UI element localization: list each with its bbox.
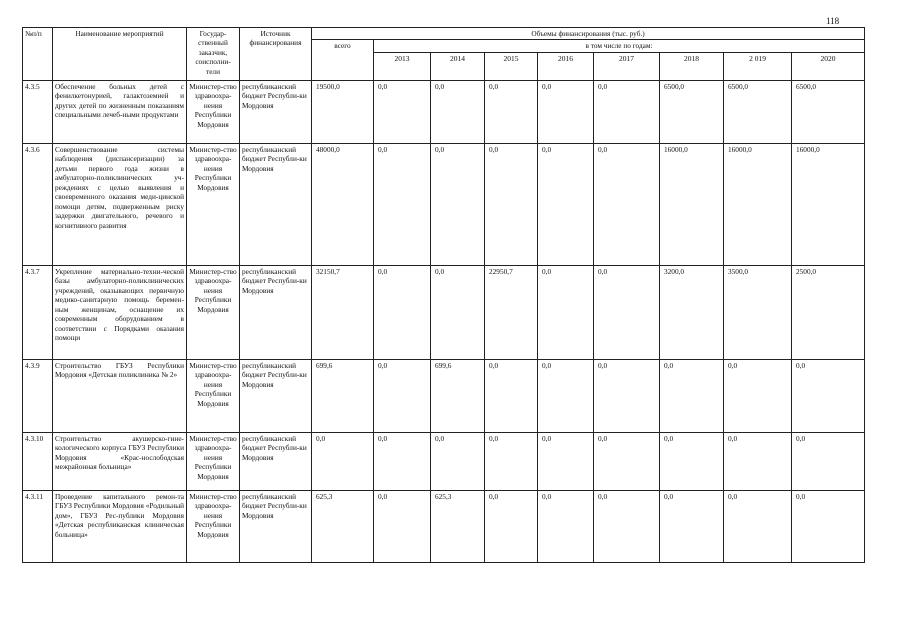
row-year-value: 0,0 bbox=[374, 143, 431, 265]
page-number: 118 bbox=[826, 16, 840, 26]
row-year-value: 699,6 bbox=[431, 359, 485, 432]
row-year-value: 0,0 bbox=[594, 265, 660, 359]
row-year-value: 0,0 bbox=[431, 432, 485, 490]
row-year-value: 0,0 bbox=[594, 143, 660, 265]
row-source: республиканский бюджет Республи-ки Мордовия bbox=[240, 359, 312, 432]
row-name: Укрепление материально-техни-ческой базы амбулаторно-поликлинических учреждений, оказывающих первичную медико-санитарную помощь беремен-ным женщинам, оснащение их современным оборудованием в соответствии с Порядками оказания помощи bbox=[53, 265, 187, 359]
row-total: 32150,7 bbox=[312, 265, 374, 359]
header-source: Источник финансирования bbox=[240, 28, 312, 81]
header-num: №п/п bbox=[23, 28, 53, 81]
row-name: Строительство ГБУЗ Республики Мордовия «Детская поликлиника № 2» bbox=[53, 359, 187, 432]
row-year-value: 22950,7 bbox=[485, 265, 538, 359]
row-year-value: 0,0 bbox=[594, 490, 660, 562]
table-row bbox=[23, 432, 865, 490]
row-year-value: 0,0 bbox=[660, 359, 724, 432]
header-year: 2020 bbox=[792, 52, 865, 80]
row-year-value: 0,0 bbox=[374, 359, 431, 432]
row-customer: Министер-ство здравоохра-нения Республики Мордовия bbox=[187, 265, 240, 359]
row-year-value: 0,0 bbox=[538, 80, 594, 143]
header-year: 2017 bbox=[594, 52, 660, 80]
row-year-value: 16000,0 bbox=[792, 143, 865, 265]
row-year-value: 3200,0 bbox=[660, 265, 724, 359]
row-year-value: 0,0 bbox=[485, 490, 538, 562]
row-year-value: 0,0 bbox=[724, 432, 792, 490]
row-year-value: 0,0 bbox=[374, 80, 431, 143]
row-total: 19500,0 bbox=[312, 80, 374, 143]
row-year-value: 0,0 bbox=[485, 359, 538, 432]
row-year-value: 0,0 bbox=[431, 143, 485, 265]
table-row bbox=[23, 143, 865, 265]
row-source: республиканский бюджет Республи-ки Мордовия bbox=[240, 80, 312, 143]
row-source: республиканский бюджет Республи-ки Мордовия bbox=[240, 143, 312, 265]
row-year-value: 0,0 bbox=[485, 432, 538, 490]
table-row bbox=[23, 490, 865, 562]
row-year-value: 0,0 bbox=[431, 265, 485, 359]
row-total: 48000,0 bbox=[312, 143, 374, 265]
row-num: 4.3.5 bbox=[23, 80, 53, 143]
row-year-value: 6500,0 bbox=[660, 80, 724, 143]
row-year-value: 0,0 bbox=[724, 359, 792, 432]
row-year-value: 0,0 bbox=[374, 490, 431, 562]
header-name: Наименование мероприятий bbox=[53, 28, 187, 81]
row-num: 4.3.7 bbox=[23, 265, 53, 359]
row-year-value: 6500,0 bbox=[792, 80, 865, 143]
row-year-value: 0,0 bbox=[538, 490, 594, 562]
row-name: Совершенствование системы наблюдения (диспансеризации) за детьми первого года жизни в амбулаторно-поликлинических уч-реждениях с целью выявления и своевременного оказания меди-цинской помощи детям, подверженным риску задержки двигательного, речевого и когнитивного развития bbox=[53, 143, 187, 265]
row-year-value: 0,0 bbox=[538, 432, 594, 490]
row-year-value: 0,0 bbox=[792, 432, 865, 490]
row-year-value: 0,0 bbox=[792, 490, 865, 562]
header-year: 2015 bbox=[485, 52, 538, 80]
row-year-value: 0,0 bbox=[374, 432, 431, 490]
header-volumes: Объемы финансирования (тыс. руб.) bbox=[312, 28, 865, 40]
row-year-value: 0,0 bbox=[594, 432, 660, 490]
row-year-value: 16000,0 bbox=[660, 143, 724, 265]
table-row bbox=[23, 80, 865, 143]
row-customer: Министер-ство здравоохра-нения Республики Мордовия bbox=[187, 80, 240, 143]
row-name: Проведение капитального ремон-та ГБУЗ Республики Мордовия «Родильный дом», ГБУЗ Рес-публики Мордовия «Детская республиканская клиническая больница» bbox=[53, 490, 187, 562]
row-year-value: 0,0 bbox=[724, 490, 792, 562]
row-year-value: 0,0 bbox=[660, 432, 724, 490]
table-row bbox=[23, 359, 865, 432]
row-year-value: 0,0 bbox=[485, 143, 538, 265]
row-total: 0,0 bbox=[312, 432, 374, 490]
row-source: республиканский бюджет Республи-ки Мордовия bbox=[240, 490, 312, 562]
row-year-value: 0,0 bbox=[594, 80, 660, 143]
row-source: республиканский бюджет Республи-ки Мордовия bbox=[240, 432, 312, 490]
row-num: 4.3.10 bbox=[23, 432, 53, 490]
row-year-value: 0,0 bbox=[431, 80, 485, 143]
header-total: всего bbox=[312, 40, 374, 80]
header-year: 2016 bbox=[538, 52, 594, 80]
header-year: 2014 bbox=[431, 52, 485, 80]
header-by-years: в том числе по годам: bbox=[374, 40, 865, 52]
table-row bbox=[23, 265, 865, 359]
row-num: 4.3.9 bbox=[23, 359, 53, 432]
row-year-value: 0,0 bbox=[538, 265, 594, 359]
row-year-value: 0,0 bbox=[374, 265, 431, 359]
row-total: 699,6 bbox=[312, 359, 374, 432]
financing-table bbox=[22, 27, 865, 563]
row-year-value: 0,0 bbox=[538, 143, 594, 265]
row-year-value: 625,3 bbox=[431, 490, 485, 562]
row-total: 625,3 bbox=[312, 490, 374, 562]
header-year: 2018 bbox=[660, 52, 724, 80]
row-year-value: 0,0 bbox=[660, 490, 724, 562]
row-year-value: 0,0 bbox=[538, 359, 594, 432]
row-name: Строительство акушерско-гине-кологического корпуса ГБУЗ Республики Мордовия «Крас-нослободская межрайонная больница» bbox=[53, 432, 187, 490]
row-source: республиканский бюджет Республи-ки Мордовия bbox=[240, 265, 312, 359]
row-year-value: 0,0 bbox=[792, 359, 865, 432]
row-year-value: 16000,0 bbox=[724, 143, 792, 265]
row-year-value: 2500,0 bbox=[792, 265, 865, 359]
row-year-value: 6500,0 bbox=[724, 80, 792, 143]
header-customer: Государ-ственный заказчик, соисполни-тели bbox=[187, 28, 240, 81]
row-customer: Министер-ство здравоохра-нения Республики Мордовия bbox=[187, 143, 240, 265]
header-year: 2 019 bbox=[724, 52, 792, 80]
row-num: 4.3.6 bbox=[23, 143, 53, 265]
row-year-value: 0,0 bbox=[594, 359, 660, 432]
row-customer: Министер-ство здравоохра-нения Республики Мордовия bbox=[187, 432, 240, 490]
row-customer: Министер-ство здравоохра-нения Республики Мордовия bbox=[187, 359, 240, 432]
row-customer: Министер-ство здравоохра-нения Республики Мордовия bbox=[187, 490, 240, 562]
header-year: 2013 bbox=[374, 52, 431, 80]
row-year-value: 0,0 bbox=[485, 80, 538, 143]
row-year-value: 3500,0 bbox=[724, 265, 792, 359]
row-name: Обеспечение больных детей с фенилкетонурией, галактоземией и других детей по жизненным показаниям специальными лечеб-ными продуктами bbox=[53, 80, 187, 143]
row-num: 4.3.11 bbox=[23, 490, 53, 562]
